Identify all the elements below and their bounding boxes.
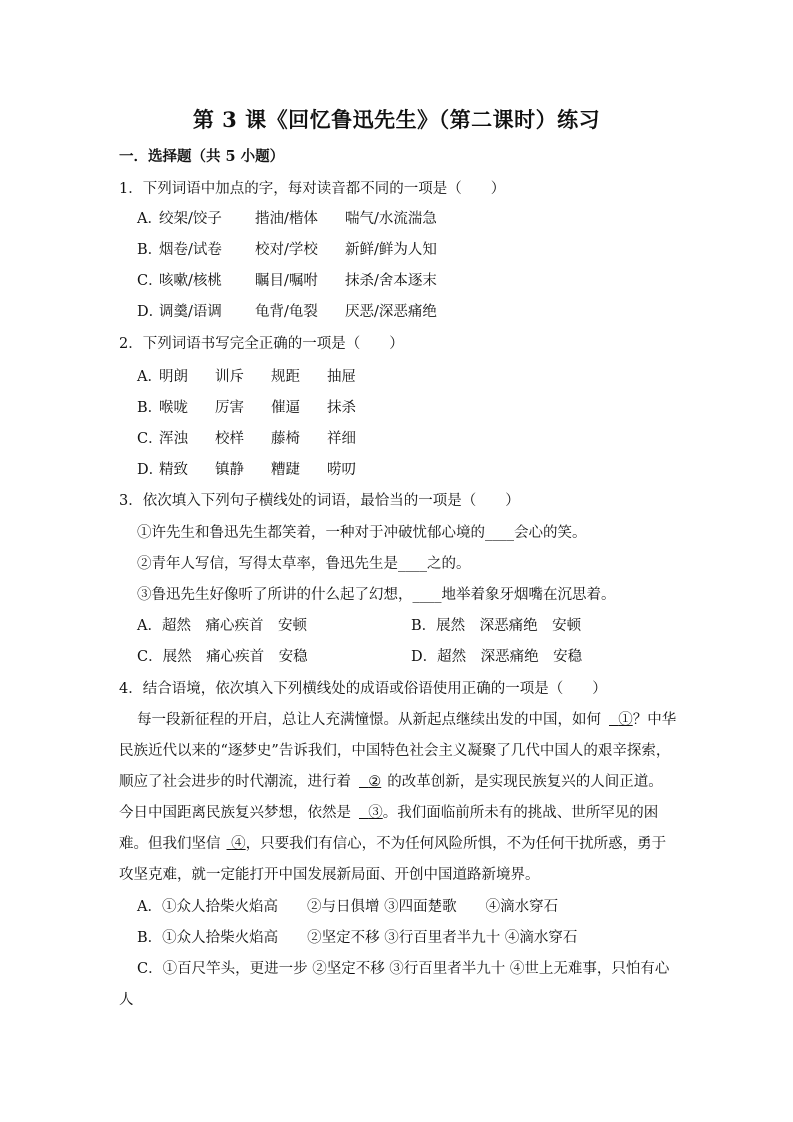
question-1-option-c bbox=[137, 269, 437, 290]
question-3-sentence-3: ③鲁迅先生好像听了所讲的什么起了幻想，____地举着象牙烟嘴在沉思着。 bbox=[137, 587, 616, 603]
question-4-paragraph-line-3 bbox=[119, 770, 663, 791]
option-label: D． bbox=[137, 304, 164, 320]
option-label: B． bbox=[137, 400, 163, 416]
word: 镇静 bbox=[215, 462, 244, 478]
option-label: C． bbox=[137, 273, 163, 289]
passage-text: ？中华 bbox=[632, 712, 677, 728]
question-2-option-d bbox=[137, 458, 356, 479]
word: 唠叨 bbox=[327, 462, 356, 478]
word: 喉咙 bbox=[159, 400, 188, 416]
question-2-option-a bbox=[137, 365, 356, 386]
word: 训斥 bbox=[215, 369, 244, 385]
word: 规距 bbox=[271, 369, 300, 385]
question-4-paragraph-line-1 bbox=[137, 708, 676, 729]
word: 抽屉 bbox=[327, 369, 356, 385]
word: 糟踕 bbox=[271, 462, 300, 478]
question-3-stem: 3．依次填入下列句子横线处的词语，最恰当的一项是（ ） bbox=[119, 493, 520, 509]
page-title: 第 3 课《回忆鲁迅先生》（第二课时）练习 bbox=[192, 107, 601, 132]
word-pair: 绞架/饺子 bbox=[159, 211, 222, 227]
section-heading: 一．选择题（共 5 小题） bbox=[119, 148, 285, 165]
passage-text: 的改革创新，是实现民族复兴的人间正道。 bbox=[387, 774, 663, 790]
question-2-option-c bbox=[137, 427, 356, 448]
word-pair: 调羹/语调 bbox=[159, 304, 222, 320]
question-1-stem: 1．下列词语中加点的字，每对读音都不同的一项是（ ） bbox=[119, 181, 506, 197]
passage-text: 每一段新征程的开启，总让人充满憧憬。从新起点继续出发的中国，如何 bbox=[137, 712, 601, 728]
blank-marker-3: ③ bbox=[368, 805, 383, 821]
blank-marker-2: ② bbox=[368, 774, 382, 790]
question-3-sentence-2: ②青年人写信，写得太草率，鲁迅先生是____之的。 bbox=[137, 556, 471, 572]
question-4-paragraph-line-4 bbox=[119, 801, 658, 822]
option-label: C． bbox=[137, 431, 163, 447]
question-4-option-c-continued: 人 bbox=[119, 992, 134, 1008]
word: 校样 bbox=[215, 431, 244, 447]
option-label: B． bbox=[137, 242, 163, 258]
option-label: D． bbox=[137, 462, 164, 478]
question-3-option-c: C．展然 痛心疾首 安稳 bbox=[137, 649, 308, 665]
question-4-paragraph-line-2: 民族近代以来的“逐梦史”告诉我们，中国特色社会主义凝聚了几代中国人的艰辛探索， bbox=[119, 743, 671, 759]
word-pair: 厌恶/深恶痛绝 bbox=[345, 304, 437, 320]
question-3-option-d: D．超然 深恶痛绝 安稳 bbox=[411, 649, 583, 665]
word: 明朗 bbox=[159, 369, 188, 385]
word-pair: 龟背/龟裂 bbox=[255, 304, 318, 320]
word-pair: 咳嗽/核桃 bbox=[159, 273, 222, 289]
word: 催逼 bbox=[271, 400, 300, 416]
word-pair: 抹杀/舍本逐末 bbox=[345, 273, 437, 289]
question-4-paragraph-line-6: 攻坚克难，就一定能打开中国发展新局面、开创中国道路新境界。 bbox=[119, 867, 540, 883]
passage-text: 难。但我们坚信 bbox=[119, 836, 221, 852]
blank-marker-1: ① bbox=[618, 712, 633, 728]
word: 厉害 bbox=[215, 400, 244, 416]
word-pair: 瞩目/嘱咐 bbox=[255, 273, 318, 289]
question-4-stem: 4．结合语境，依次填入下列横线处的成语或俗语使用正确的一项是（ ） bbox=[119, 681, 607, 697]
word-pair: 烟卷/试卷 bbox=[159, 242, 222, 258]
blank-marker-4: ④ bbox=[231, 836, 246, 852]
passage-text: 。我们面临前所未有的挑战、世所罕见的困 bbox=[382, 805, 659, 821]
question-4-option-a: A．①众人拾柴火焰高 ②与日俱增 ③四面楚歌 ④滴水穿石 bbox=[137, 899, 559, 915]
question-2-option-b bbox=[137, 396, 356, 417]
word-pair: 喘气/水流湍急 bbox=[345, 211, 437, 227]
question-3-option-b: B．展然 深恶痛绝 安顿 bbox=[411, 618, 582, 634]
word: 藤椅 bbox=[271, 431, 300, 447]
word: 浑浊 bbox=[159, 431, 188, 447]
passage-text: 今日中国距离民族复兴梦想，依然是 bbox=[119, 805, 351, 821]
question-3-sentence-1: ①许先生和鲁迅先生都笑着，一种对于冲破忧郁心境的____会心的笑。 bbox=[137, 525, 587, 541]
passage-text: 顺应了社会进步的时代潮流，进行着 bbox=[119, 774, 351, 790]
question-3-option-a: A．超然 痛心疾首 安顿 bbox=[137, 618, 307, 634]
question-4-paragraph-line-5 bbox=[119, 832, 666, 853]
word-pair: 揩油/楷体 bbox=[255, 211, 318, 227]
question-1-option-a bbox=[137, 207, 437, 228]
question-1-option-b bbox=[137, 238, 437, 259]
question-4-option-b: B．①众人拾柴火焰高 ②坚定不移 ③行百里者半九十 ④滴水穿石 bbox=[137, 930, 578, 946]
option-label: A． bbox=[137, 369, 162, 385]
question-1-option-d bbox=[137, 300, 437, 321]
word: 抹杀 bbox=[327, 400, 356, 416]
word-pair: 新鲜/鲜为人知 bbox=[345, 242, 437, 258]
word: 祥细 bbox=[327, 431, 356, 447]
option-label: A． bbox=[137, 211, 162, 227]
question-4-option-c: C．①百尺竿头，更进一步 ②坚定不移 ③行百里者半九十 ④世上无难事，只怕有心 bbox=[137, 961, 670, 977]
passage-text: ，只要我们有信心，不为任何风险所惧，不为任何干扰所惑，勇于 bbox=[245, 836, 667, 852]
question-2-stem: 2．下列词语书写完全正确的一项是（ ） bbox=[119, 336, 404, 352]
word: 精致 bbox=[159, 462, 188, 478]
word-pair: 校对/学校 bbox=[255, 242, 318, 258]
